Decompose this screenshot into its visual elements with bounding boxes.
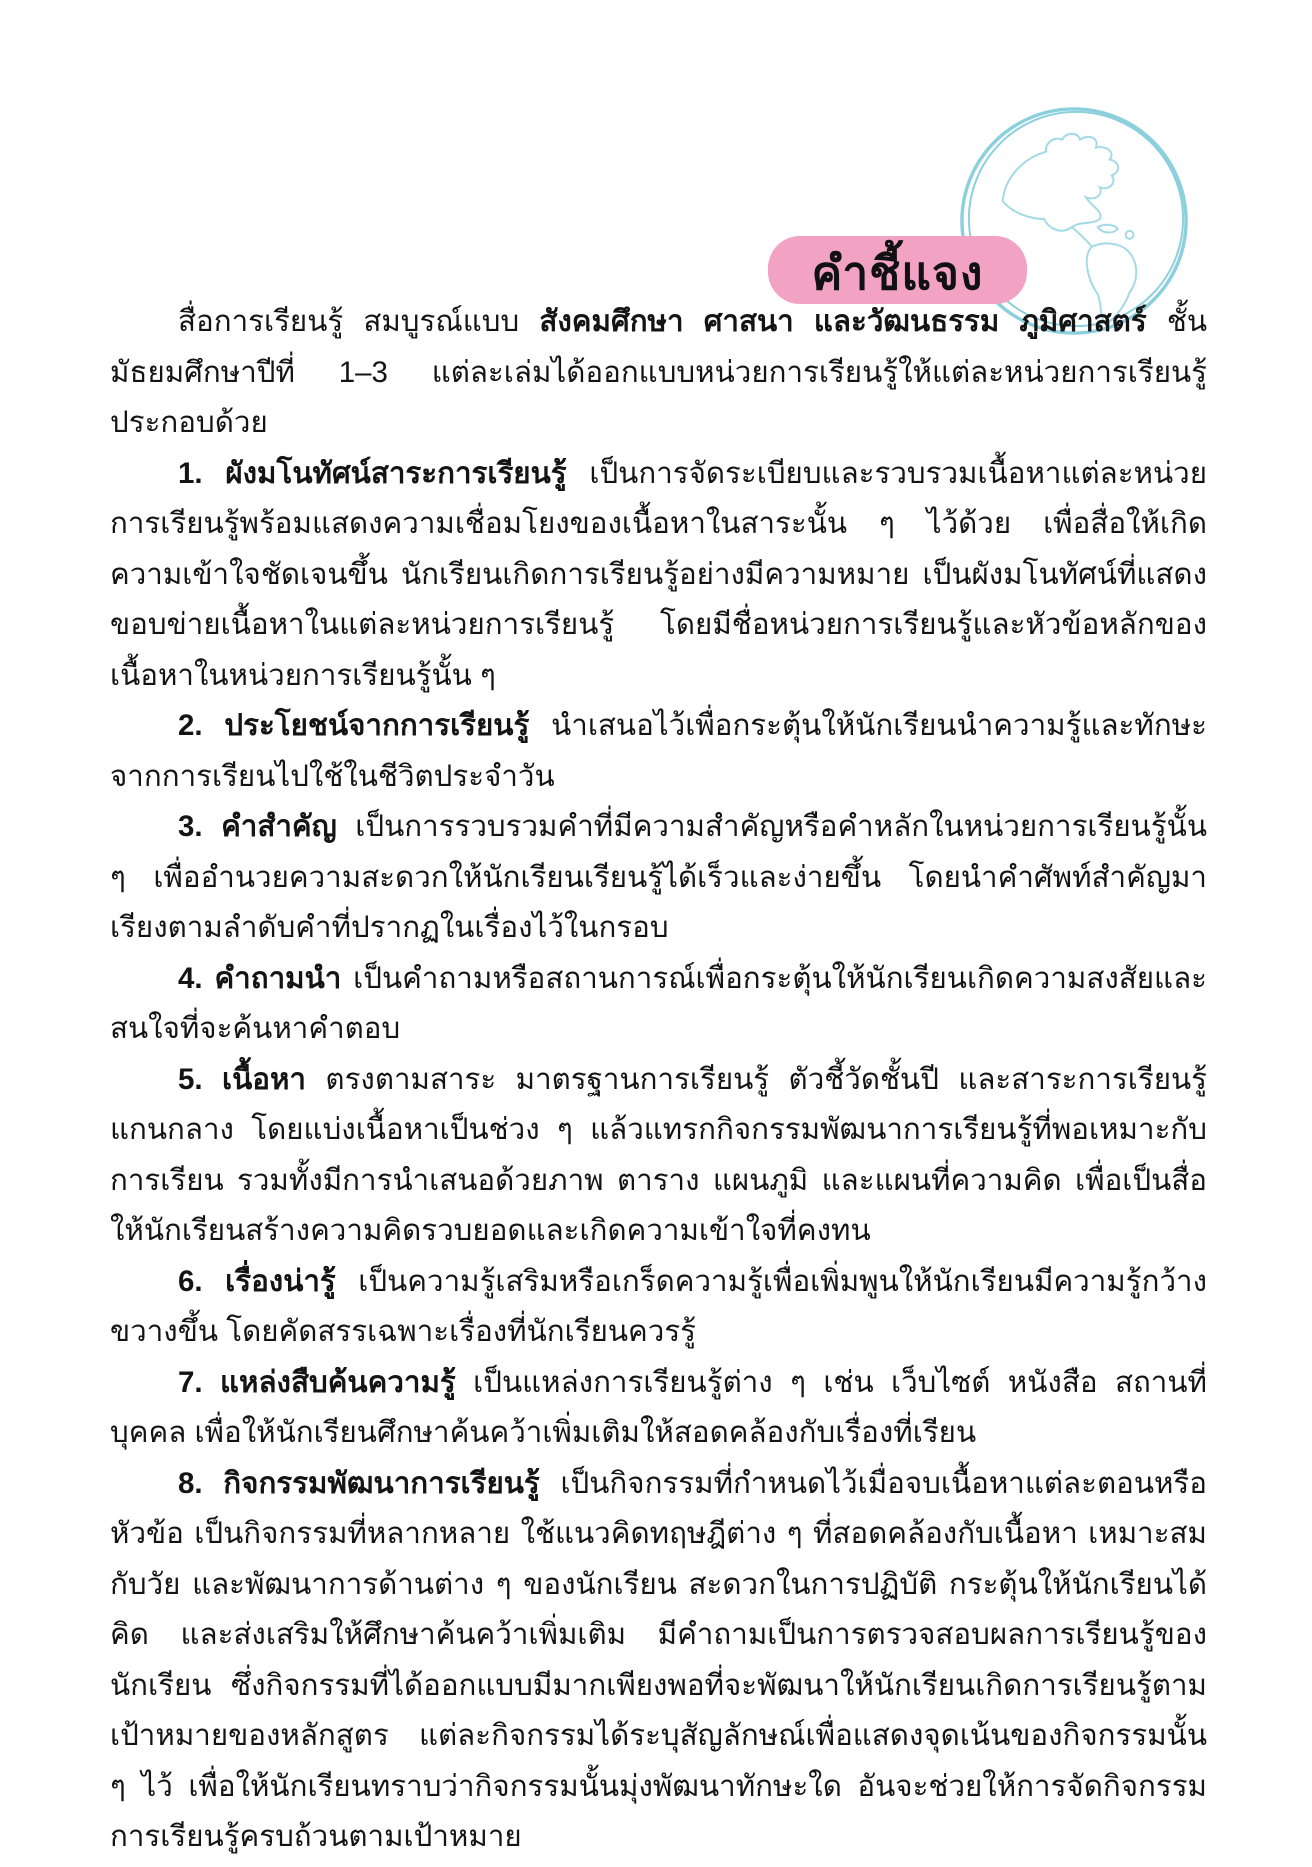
item-text: เป็นกิจกรรมที่กำหนดไว้เมื่อจบเนื้อหาแต่ละตอนหรือหัวข้อ เป็นกิจกรรมที่หลากหลาย ใช้แนวคิดทฤษฎีต่าง ๆ ที่สอดคล้องกับเนื้อหา เหมาะสมกับวัย และพัฒนาการด้านต่าง ๆ ของนักเรียน สะดวกในการปฏิบัติ กระตุ้นให้นักเรียนได้คิด และส่งเสริมให้ศึกษาค้นคว้าเพิ่มเติม มีคำถามเป็นการตรวจสอบผลการเรียนรู้ของนักเรียน ซึ่งกิจกรรมที่ได้ออกแบบมีมากเพียงพอที่จะพัฒนาให้นักเรียนเกิดการเรียนรู้ตามเป้าหมายของหลักสูตร แต่ละกิจกรรมได้ระบุสัญลักษณ์เพื่อแสดงจุดเน้นของกิจกรรมนั้น ๆ ไว้ เพื่อให้นักเรียนทราบว่ากิจกรรมนั้นมุ่งพัฒนาทักษะใด อันจะช่วยให้การจัดกิจกรรมการเรียนรู้ครบถ้วนตามเป้าหมาย bbox=[110, 1466, 1207, 1853]
item-title: เนื้อหา bbox=[222, 1062, 306, 1096]
item-title: ประโยชน์จากการเรียนรู้ bbox=[224, 709, 530, 742]
intro-post: ชั้นมัธยมศึกษาปีที่ 1–3 แต่ละเล่มได้ออกแบบหน่วยการเรียนรู้ให้แต่ละหน่วยการเรียนรู้ประกอบด้วย bbox=[110, 305, 1208, 439]
item-paragraph-7 bbox=[110, 1358, 1207, 1459]
item-title: คำสำคัญ bbox=[221, 810, 337, 843]
item-number: 5. bbox=[178, 1062, 203, 1096]
item-text: เป็นความรู้เสริมหรือเกร็ดความรู้เพื่อเพิ่มพูนให้นักเรียนมีความรู้กว้างขวางขึ้น โดยคัดสรรเฉพาะเรื่องที่นักเรียนควรรู้ bbox=[110, 1264, 1207, 1348]
item-title: ผังมโนทัศน์สาระการเรียนรู้ bbox=[225, 456, 567, 490]
intro-bold: สังคมศึกษา ศาสนา และวัฒนธรรม ภูมิศาสตร์ bbox=[539, 305, 1147, 338]
item-paragraph-4 bbox=[110, 954, 1207, 1055]
item-paragraph-8 bbox=[110, 1459, 1207, 1863]
item-text: เป็นคำถามหรือสถานการณ์เพื่อกระตุ้นให้นักเรียนเกิดความสงสัยและสนใจที่จะค้นหาคำตอบ bbox=[110, 961, 1207, 1045]
item-title: คำถามนำ bbox=[214, 961, 342, 995]
item-paragraph-2 bbox=[110, 701, 1207, 802]
item-text: เป็นการรวบรวมคำที่มีความสำคัญหรือคำหลักในหน่วยการเรียนรู้นั้น ๆ เพื่ออำนวยความสะดวกให้นักเรียนเรียนรู้ได้เร็วและง่ายขึ้น โดยนำคำศัพท์สำคัญมาเรียงตามลำดับคำที่ปรากฏในเรื่องไว้ในกรอบ bbox=[110, 810, 1207, 944]
page-title: คำชี้แจง bbox=[811, 247, 984, 299]
item-text: ตรงตามสาระ มาตรฐานการเรียนรู้ ตัวชี้วัดชั้นปี และสาระการเรียนรู้แกนกลาง โดยแบ่งเนื้อหาเป็นช่วง ๆ แล้วแทรกกิจกรรมพัฒนาการเรียนรู้ที่พอเหมาะกับการเรียน รวมทั้งมีการนำเสนอด้วยภาพ ตาราง แผนภูมิ และแผนที่ความคิด เพื่อเป็นสื่อให้นักเรียนสร้างความคิดรวบยอดและเกิดความเข้าใจที่คงทน bbox=[110, 1062, 1208, 1247]
intro-paragraph bbox=[110, 297, 1207, 449]
item-number: 6. bbox=[178, 1264, 203, 1298]
body-text bbox=[110, 297, 1207, 1863]
item-number: 3. bbox=[178, 810, 203, 843]
item-number: 2. bbox=[178, 709, 203, 742]
item-title: แหล่งสืบค้นความรู้ bbox=[220, 1365, 456, 1399]
item-paragraph-5 bbox=[110, 1055, 1207, 1257]
item-number: 7. bbox=[178, 1365, 203, 1399]
section-title-badge bbox=[768, 236, 1027, 304]
item-number: 1. bbox=[178, 456, 203, 490]
item-title: กิจกรรมพัฒนาการเรียนรู้ bbox=[223, 1466, 540, 1500]
item-text: เป็นแหล่งการเรียนรู้ต่าง ๆ เช่น เว็บไซต์ หนังสือ สถานที่ บุคคล เพื่อให้นักเรียนศึกษาค้นคว้าเพิ่มเติมให้สอดคล้องกับเรื่องที่เรียน bbox=[110, 1365, 1207, 1449]
intro-pre: สื่อการเรียนรู้ สมบูรณ์แบบ bbox=[178, 305, 540, 338]
item-text: เป็นการจัดระเบียบและรวบรวมเนื้อหาแต่ละหน่วยการเรียนรู้พร้อมแสดงความเชื่อมโยงของเนื้อหาในสาระนั้น ๆ ไว้ด้วย เพื่อสื่อให้เกิดความเข้าใจชัดเจนขึ้น นักเรียนเกิดการเรียนรู้อย่างมีความหมาย เป็นผังมโนทัศน์ที่แสดงขอบข่ายเนื้อหาในแต่ละหน่วยการเรียนรู้ โดยมีชื่อหน่วยการเรียนรู้และหัวข้อหลักของเนื้อหาในหน่วยการเรียนรู้นั้น ๆ bbox=[110, 456, 1208, 692]
item-title: เรื่องน่ารู้ bbox=[225, 1264, 336, 1298]
item-number: 4. bbox=[178, 961, 203, 995]
item-paragraph-3 bbox=[110, 802, 1207, 954]
item-text: นำเสนอไว้เพื่อกระตุ้นให้นักเรียนนำความรู้และทักษะจากการเรียนไปใช้ในชีวิตประจำวัน bbox=[110, 709, 1207, 793]
item-paragraph-1 bbox=[110, 449, 1207, 702]
item-number: 8. bbox=[178, 1466, 203, 1500]
item-paragraph-6 bbox=[110, 1257, 1207, 1358]
